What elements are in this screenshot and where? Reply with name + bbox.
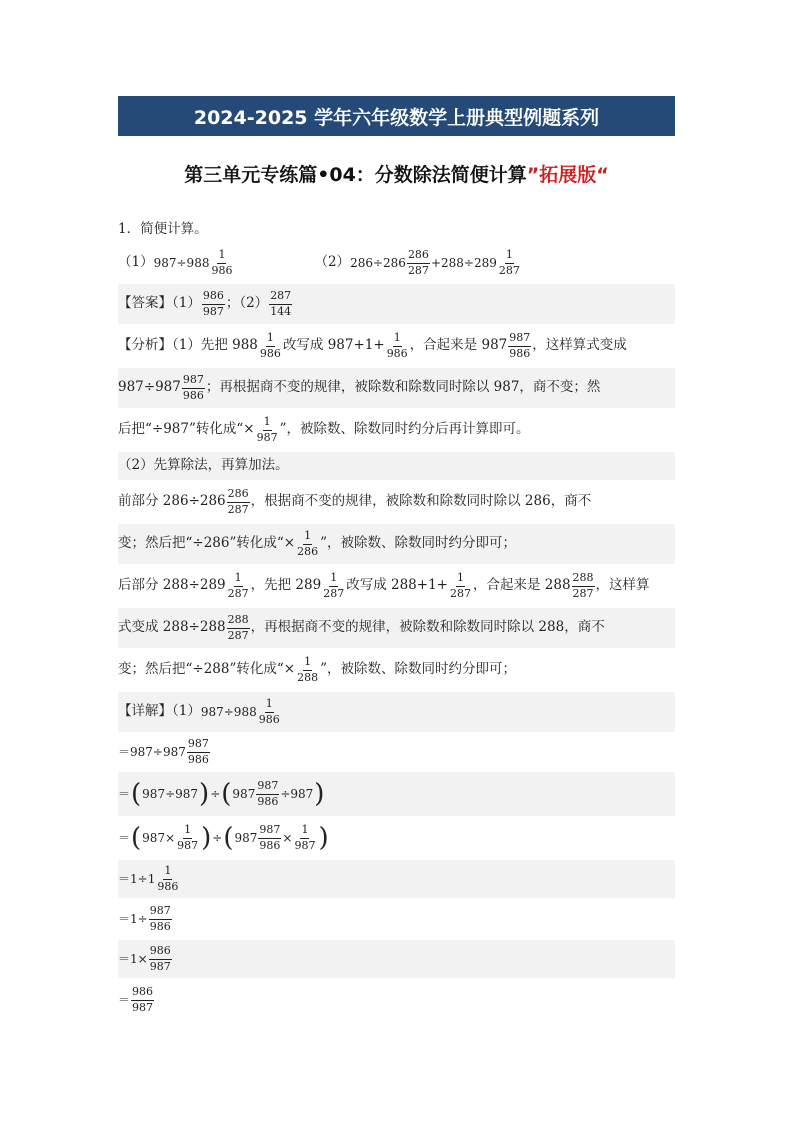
- part1-label: （1）: [118, 254, 154, 271]
- solution-text: ＝: [118, 831, 131, 845]
- analysis-line: [118, 452, 675, 480]
- analysis-text: 后把“÷987”转化成“×: [118, 421, 255, 438]
- question-label-line: [118, 219, 675, 241]
- answer-line: [118, 284, 675, 324]
- analysis-text: ”，被除数、除数同时约分即可；: [320, 661, 517, 678]
- analysis-text: ，再根据商不变的规律，被除数和除数同时除以 288，商不: [250, 619, 605, 636]
- fraction: $\frac{288}{287}$: [572, 570, 594, 600]
- right-paren: ): [199, 779, 210, 809]
- question-expressions: [118, 245, 675, 281]
- analysis-line: [118, 326, 675, 366]
- solution-text: ×: [282, 831, 293, 845]
- fraction: $\frac{1}{986}$: [157, 863, 179, 893]
- analysis-line: [118, 650, 675, 690]
- fraction: $\frac{1}{288}$: [297, 654, 319, 684]
- solution-line: [118, 860, 675, 898]
- solution-text: ÷: [212, 831, 223, 845]
- fraction: $\frac{1}{987}$: [294, 822, 316, 852]
- fraction: $\frac{987}{986}$: [257, 778, 279, 808]
- fraction: $\frac{1}{287}$: [323, 570, 345, 600]
- solution-line: [118, 734, 675, 770]
- solution-text: ÷: [210, 787, 221, 801]
- analysis-text: ，合起来是 987: [409, 337, 508, 354]
- fraction: $\frac{286}{287}$: [227, 486, 249, 516]
- fraction: $\frac{1}{987}$: [256, 414, 278, 444]
- fraction: $\frac{1}{986}$: [386, 330, 408, 360]
- solution-text: 987÷988: [200, 705, 257, 719]
- analysis-text: 变；然后把“÷288”转化成“×: [118, 661, 296, 678]
- analysis-line: [118, 410, 675, 450]
- fraction: $\frac{287}{144}$: [270, 288, 292, 318]
- fraction: $\frac{987}{986}$: [149, 903, 171, 933]
- analysis-text: ，合起来是 288: [472, 577, 571, 594]
- analysis-text: 变；然后把“÷286”转化成“×: [118, 535, 296, 552]
- solution-text: ＝1÷1: [118, 872, 156, 886]
- analysis-text: ；再根据商不变的规律，被除数和除数同时除以 987，商不变；然: [205, 379, 601, 396]
- fraction: $\frac{286}{287}$: [407, 247, 429, 277]
- solution-text: ＝: [118, 787, 131, 801]
- answer-label: 【答案】（1）: [118, 295, 201, 312]
- analysis-text: 后部分 288÷289: [118, 577, 226, 594]
- page-subtitle: [118, 160, 675, 187]
- fraction: $\frac{288}{287}$: [227, 612, 249, 642]
- part2-expr-text: +288÷289: [430, 256, 497, 270]
- fraction: $\frac{987}{986}$: [187, 736, 209, 766]
- right-paren: ): [314, 779, 325, 809]
- fraction: $\frac{987}{986}$: [259, 822, 281, 852]
- left-paren: (: [221, 779, 232, 809]
- left-paren: (: [223, 823, 234, 853]
- analysis-text: ”，被除数、除数同时约分后再计算即可。: [279, 421, 530, 438]
- solution-text: 987: [234, 831, 258, 845]
- analysis-text: 【分析】（1）先把 988: [118, 337, 258, 354]
- solution-text: 987: [232, 787, 256, 801]
- analysis-text: ，根据商不变的规律，被除数和除数同时除以 286，商不: [250, 493, 592, 510]
- fraction: $\frac{987}{986}$: [182, 372, 204, 402]
- analysis-text: 改写成 987+1+: [282, 337, 385, 354]
- solution-text: ＝1÷: [118, 912, 148, 926]
- question-label: 1．简便计算。: [118, 221, 208, 238]
- analysis-line: [118, 368, 675, 408]
- answer-separator: ；（2）: [225, 295, 269, 312]
- fraction: $\frac{1}{986}$: [258, 696, 280, 726]
- subtitle-main: 第三单元专练篇•04：分数除法简便计算: [184, 164, 527, 186]
- solution-text: ＝1×: [118, 952, 148, 966]
- fraction: $\frac{987}{986}$: [509, 330, 531, 360]
- solution-text: ÷987: [280, 787, 314, 801]
- analysis-line: [118, 524, 675, 564]
- fraction: $\frac{986}{987}$: [132, 984, 154, 1014]
- fraction: $\frac{986}{987}$: [202, 288, 224, 318]
- analysis-text: （2）先算除法，再算加法。: [118, 457, 289, 474]
- solution-line: [118, 900, 675, 938]
- analysis-text: 前部分 286÷286: [118, 493, 226, 510]
- part1-expr-text: 987÷988: [153, 256, 210, 270]
- solution-line: [118, 980, 675, 1020]
- subtitle-accent: ”拓展版“: [526, 164, 609, 186]
- part2-expr-text: 286÷286: [350, 256, 406, 270]
- solution-text: 987×: [142, 831, 176, 845]
- solution-label: 【详解】（1）: [118, 703, 201, 720]
- fraction: $\frac{1}{986}$: [211, 247, 233, 277]
- solution-line: [118, 940, 675, 978]
- fraction: $\frac{986}{987}$: [149, 943, 171, 973]
- part2-label: （2）: [314, 254, 351, 271]
- series-title: 2024-2025 学年六年级数学上册典型例题系列: [193, 106, 600, 129]
- right-paren: ): [318, 823, 329, 853]
- analysis-text: 式变成 288÷288: [118, 619, 226, 636]
- analysis-line: [118, 482, 675, 522]
- analysis-text: ，这样算式变成: [532, 337, 627, 354]
- fraction: $\frac{1}{287}$: [227, 570, 249, 600]
- left-paren: (: [131, 823, 142, 853]
- analysis-text: ”，被除数、除数同时约分即可；: [320, 535, 517, 552]
- solution-line: [118, 772, 675, 816]
- fraction: $\frac{1}{287}$: [498, 247, 520, 277]
- analysis-text: 987÷987: [118, 379, 181, 396]
- fraction: $\frac{1}{986}$: [259, 330, 281, 360]
- fraction: $\frac{1}{287}$: [449, 570, 471, 600]
- solution-text: ＝987÷987: [118, 745, 186, 759]
- solution-line: [118, 818, 675, 858]
- analysis-line: [118, 566, 675, 606]
- analysis-line: [118, 608, 675, 648]
- fraction: $\frac{1}{286}$: [297, 528, 319, 558]
- fraction: $\frac{1}{987}$: [177, 822, 199, 852]
- solution-text: 987÷987: [142, 787, 199, 801]
- analysis-text: 改写成 288+1+: [346, 577, 448, 594]
- analysis-text: ，这样算: [595, 577, 650, 594]
- left-paren: (: [131, 779, 142, 809]
- right-paren: ): [201, 823, 212, 853]
- solution-line: [118, 692, 675, 732]
- series-title-banner: [118, 96, 675, 136]
- solution-text: ＝: [118, 993, 131, 1007]
- analysis-text: ，先把 289: [250, 577, 322, 594]
